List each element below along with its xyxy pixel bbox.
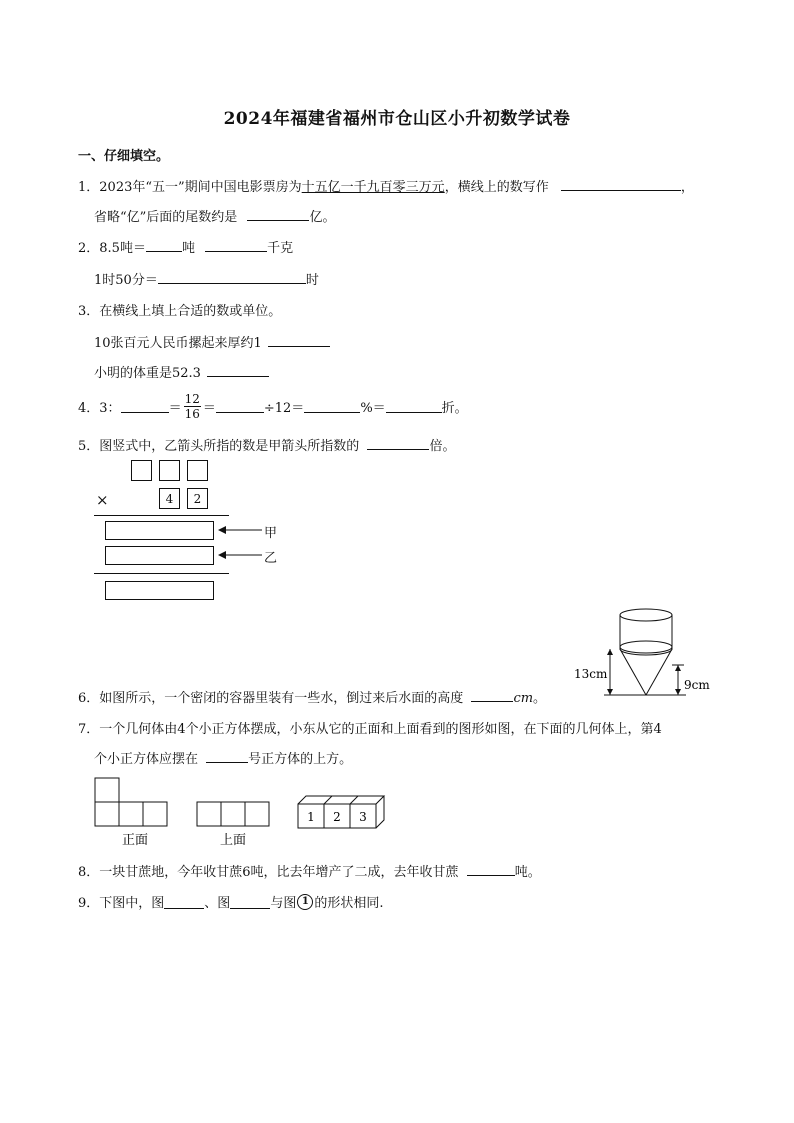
- question-text: 10张百元人民币摞起来厚约1: [94, 336, 262, 351]
- section-heading: 一、仔细填空。: [78, 149, 170, 164]
- height-water-label: 9cm: [684, 678, 710, 692]
- cube-number-3: 3: [359, 810, 367, 824]
- question-text: 3：: [99, 400, 121, 416]
- question-6: [78, 687, 546, 706]
- question-text: 吨: [181, 241, 195, 256]
- underlined-text: 十五亿一千九百零三万元: [301, 180, 445, 195]
- unit-text: cm: [513, 691, 534, 706]
- question-1-line-1: [78, 176, 694, 195]
- cube-number-2: 2: [333, 810, 341, 824]
- label-yi: 乙: [264, 551, 278, 566]
- question-text: 。: [533, 691, 547, 706]
- front-view-label: 正面: [121, 833, 149, 848]
- question-4: [78, 388, 468, 424]
- question-number: 6．: [78, 691, 100, 706]
- question-number: 1．: [78, 180, 100, 195]
- cube-number-1: 1: [307, 810, 315, 824]
- digit-box: [131, 460, 152, 481]
- question-8: [78, 861, 541, 880]
- question-text: 一个几何体由4个小正方体摆成，小东从它的正面和上面看到的图形如图，在下面的几何体上，第4: [99, 722, 662, 737]
- question-number: 5．: [78, 439, 100, 454]
- question-text: 1时50分＝: [94, 273, 158, 288]
- question-text: 与图: [270, 896, 297, 911]
- question-text: 吨。: [514, 865, 541, 880]
- question-text: 一块甘蔗地，今年收甘蔗6吨，比去年增产了二成，去年收甘蔗: [99, 865, 459, 880]
- answer-blank[interactable]: [230, 895, 270, 909]
- digit-box-2: 2: [187, 488, 208, 509]
- divider-line: [94, 573, 229, 574]
- answer-blank[interactable]: [304, 399, 360, 413]
- question-text: ÷12＝: [263, 400, 305, 416]
- digit-box-4: 4: [159, 488, 180, 509]
- fraction: [184, 392, 201, 421]
- page-title: 2024年福建省福州市仓山区小升初数学试卷: [223, 109, 571, 129]
- question-text: %＝: [360, 400, 386, 416]
- answer-blank[interactable]: [561, 177, 681, 191]
- question-9: [78, 892, 383, 911]
- divider-line: [94, 515, 229, 516]
- question-text: 个小正方体应摆在: [94, 752, 199, 767]
- question-text: 亿。: [309, 210, 336, 225]
- answer-blank[interactable]: [146, 238, 182, 252]
- height-total-label: 13cm: [574, 667, 608, 681]
- question-text: 2023年“五一”期间中国电影票房为: [99, 180, 302, 195]
- digit-box: [159, 460, 180, 481]
- question-text: 、图: [204, 896, 231, 911]
- question-5: [78, 435, 455, 454]
- answer-blank[interactable]: [207, 363, 269, 377]
- question-text: 号正方体的上方。: [248, 752, 353, 767]
- answer-blank[interactable]: [164, 895, 204, 909]
- question-number: 8．: [78, 865, 100, 880]
- question-7-line-2: [94, 748, 352, 767]
- question-text: 时: [305, 273, 319, 288]
- question-text: 的形状相同.: [314, 896, 384, 911]
- question-number: 3．: [78, 304, 100, 319]
- partial-product-yi: [105, 546, 214, 565]
- question-text: 折。: [441, 400, 468, 416]
- question-text: 如图所示，一个密闭的容器里装有一些水，倒过来后水面的高度: [99, 691, 464, 706]
- question-2-line-1: [78, 237, 293, 256]
- arrow-icons: [216, 520, 266, 566]
- answer-blank[interactable]: [367, 436, 429, 450]
- question-text: 在横线上填上合适的数或单位。: [99, 304, 282, 319]
- container-figure: [570, 605, 720, 705]
- answer-blank[interactable]: [386, 399, 442, 413]
- circled-number-icon: 1: [297, 894, 313, 910]
- question-text: 小明的体重是52.3: [94, 366, 201, 381]
- question-7-line-1: [78, 718, 662, 737]
- answer-blank[interactable]: [206, 749, 248, 763]
- question-text: ，横线上的数写作: [444, 180, 549, 195]
- question-3: [78, 300, 281, 319]
- question-3-line-2: [94, 362, 269, 381]
- question-text: 省略“亿”后面的尾数约是: [94, 210, 238, 225]
- answer-blank[interactable]: [216, 399, 264, 413]
- digit-box: [187, 460, 208, 481]
- question-text: 8.5吨＝: [99, 241, 146, 256]
- question-2-line-2: [94, 269, 319, 288]
- fraction-denominator: 16: [184, 406, 200, 421]
- question-number: 4．: [78, 400, 100, 416]
- top-view-label: 上面: [219, 833, 247, 848]
- fraction-numerator: 12: [184, 391, 200, 406]
- answer-blank[interactable]: [205, 238, 267, 252]
- question-number: 7．: [78, 722, 100, 737]
- question-text: ＝: [168, 400, 182, 416]
- question-3-line-1: [94, 332, 330, 351]
- answer-blank[interactable]: [471, 688, 513, 702]
- multiply-sign: ×: [96, 491, 109, 509]
- punctuation: ，: [680, 180, 694, 195]
- question-text: 图竖式中，乙箭头所指的数是甲箭头所指数的: [99, 439, 360, 454]
- final-product: [105, 581, 214, 600]
- question-text: 千克: [267, 241, 294, 256]
- question-number: 9．: [78, 896, 100, 911]
- question-text: 下图中，图: [99, 896, 165, 911]
- question-number: 2．: [78, 241, 100, 256]
- label-jia: 甲: [264, 526, 278, 541]
- answer-blank[interactable]: [158, 270, 306, 284]
- partial-product-jia: [105, 521, 214, 540]
- question-1-line-2: [94, 206, 335, 225]
- cube-views-figure: [90, 774, 390, 848]
- question-text: 倍。: [429, 439, 456, 454]
- answer-blank[interactable]: [247, 207, 309, 221]
- answer-blank[interactable]: [467, 862, 515, 876]
- answer-blank[interactable]: [121, 399, 169, 413]
- question-text: ＝: [202, 400, 216, 416]
- answer-blank[interactable]: [268, 333, 330, 347]
